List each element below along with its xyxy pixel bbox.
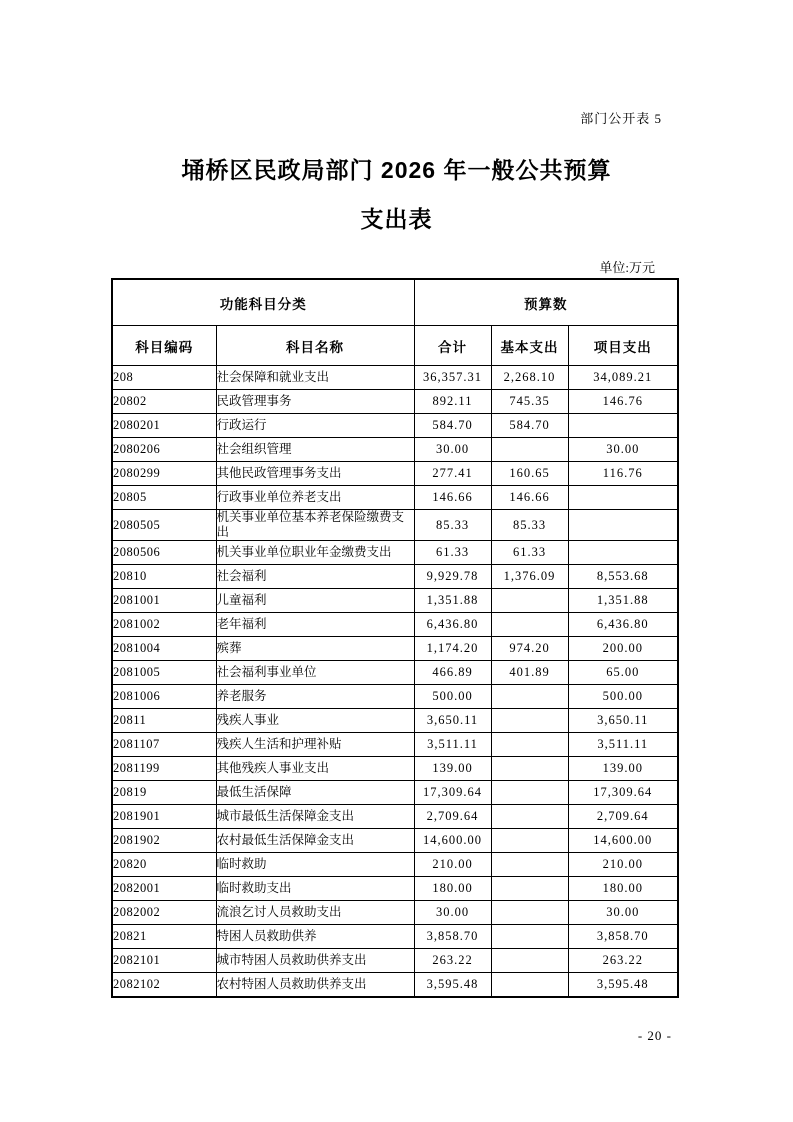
table-row <box>112 757 678 781</box>
cell-subject-code: 2081002 <box>112 613 216 637</box>
cell-total: 30.00 <box>414 438 491 462</box>
cell-subject-name: 社会保障和就业支出 <box>216 366 414 390</box>
cell-subject-code: 2081107 <box>112 733 216 757</box>
cell-basic-expenditure: 2,268.10 <box>491 366 568 390</box>
cell-basic-expenditure <box>491 901 568 925</box>
cell-project-expenditure: 1,351.88 <box>568 589 678 613</box>
cell-subject-code: 2081902 <box>112 829 216 853</box>
cell-subject-code: 2081006 <box>112 685 216 709</box>
cell-subject-code: 20802 <box>112 390 216 414</box>
cell-total: 17,309.64 <box>414 781 491 805</box>
table-row <box>112 589 678 613</box>
cell-total: 3,650.11 <box>414 709 491 733</box>
cell-project-expenditure: 14,600.00 <box>568 829 678 853</box>
page-number: - 20 - <box>637 1028 672 1043</box>
cell-subject-name: 行政运行 <box>216 414 414 438</box>
cell-project-expenditure <box>568 414 678 438</box>
table-row <box>112 486 678 510</box>
table-row <box>112 877 678 901</box>
cell-basic-expenditure <box>491 589 568 613</box>
cell-basic-expenditure <box>491 709 568 733</box>
table-row <box>112 781 678 805</box>
cell-total: 3,511.11 <box>414 733 491 757</box>
cell-project-expenditure: 6,436.80 <box>568 613 678 637</box>
cell-total: 180.00 <box>414 877 491 901</box>
cell-total: 85.33 <box>414 510 491 541</box>
cell-subject-name: 社会组织管理 <box>216 438 414 462</box>
cell-subject-code: 2081901 <box>112 805 216 829</box>
cell-project-expenditure: 116.76 <box>568 462 678 486</box>
cell-basic-expenditure: 1,376.09 <box>491 565 568 589</box>
cell-project-expenditure: 3,858.70 <box>568 925 678 949</box>
cell-basic-expenditure <box>491 757 568 781</box>
cell-basic-expenditure: 61.33 <box>491 541 568 565</box>
cell-total: 3,858.70 <box>414 925 491 949</box>
cell-basic-expenditure <box>491 685 568 709</box>
cell-basic-expenditure <box>491 781 568 805</box>
col-header-name: 科目名称 <box>216 326 414 366</box>
cell-project-expenditure: 3,650.11 <box>568 709 678 733</box>
cell-project-expenditure: 30.00 <box>568 901 678 925</box>
cell-project-expenditure <box>568 510 678 541</box>
cell-subject-code: 2080505 <box>112 510 216 541</box>
unit-note: 单位:万元 <box>599 260 655 275</box>
cell-subject-code: 2082101 <box>112 949 216 973</box>
cell-project-expenditure: 263.22 <box>568 949 678 973</box>
table-body <box>112 366 678 998</box>
table-row <box>112 565 678 589</box>
cell-subject-name: 机关事业单位基本养老保险缴费支出 <box>216 510 414 541</box>
table-row <box>112 805 678 829</box>
cell-basic-expenditure: 584.70 <box>491 414 568 438</box>
cell-total: 14,600.00 <box>414 829 491 853</box>
cell-subject-code: 2082002 <box>112 901 216 925</box>
cell-basic-expenditure <box>491 925 568 949</box>
cell-subject-code: 2081001 <box>112 589 216 613</box>
cell-total: 9,929.78 <box>414 565 491 589</box>
cell-basic-expenditure: 160.65 <box>491 462 568 486</box>
cell-subject-name: 老年福利 <box>216 613 414 637</box>
page-title-line1: 埇桥区民政局部门 2026 年一般公共预算 <box>181 157 612 183</box>
cell-subject-name: 养老服务 <box>216 685 414 709</box>
cell-project-expenditure <box>568 541 678 565</box>
cell-subject-code: 20810 <box>112 565 216 589</box>
table-row <box>112 685 678 709</box>
table-row <box>112 613 678 637</box>
cell-subject-name: 其他残疾人事业支出 <box>216 757 414 781</box>
cell-total: 139.00 <box>414 757 491 781</box>
cell-total: 263.22 <box>414 949 491 973</box>
column-header-row <box>112 326 678 366</box>
group-header-row <box>112 279 678 326</box>
cell-total: 30.00 <box>414 901 491 925</box>
cell-project-expenditure: 2,709.64 <box>568 805 678 829</box>
cell-subject-name: 社会福利 <box>216 565 414 589</box>
cell-subject-code: 2080506 <box>112 541 216 565</box>
cell-subject-code: 2081005 <box>112 661 216 685</box>
cell-basic-expenditure <box>491 829 568 853</box>
table-row <box>112 901 678 925</box>
cell-total: 500.00 <box>414 685 491 709</box>
corner-label: 部门公开表 5 <box>580 111 662 126</box>
page-title-line2: 支出表 <box>360 206 433 232</box>
table-row <box>112 853 678 877</box>
col-header-code: 科目编码 <box>112 326 216 366</box>
budget-table <box>111 278 679 998</box>
cell-project-expenditure: 3,511.11 <box>568 733 678 757</box>
cell-project-expenditure: 17,309.64 <box>568 781 678 805</box>
cell-subject-name: 城市特困人员救助供养支出 <box>216 949 414 973</box>
table-row <box>112 637 678 661</box>
group-header-function-class: 功能科目分类 <box>112 279 414 326</box>
table-row <box>112 661 678 685</box>
cell-project-expenditure: 500.00 <box>568 685 678 709</box>
table-row <box>112 414 678 438</box>
cell-subject-name: 城市最低生活保障金支出 <box>216 805 414 829</box>
cell-project-expenditure: 210.00 <box>568 853 678 877</box>
cell-project-expenditure: 3,595.48 <box>568 973 678 998</box>
cell-total: 2,709.64 <box>414 805 491 829</box>
table-row <box>112 829 678 853</box>
table-row <box>112 438 678 462</box>
table-row <box>112 925 678 949</box>
cell-subject-code: 2081199 <box>112 757 216 781</box>
cell-subject-name: 民政管理事务 <box>216 390 414 414</box>
cell-subject-code: 2080299 <box>112 462 216 486</box>
cell-total: 146.66 <box>414 486 491 510</box>
table-row <box>112 973 678 998</box>
cell-total: 892.11 <box>414 390 491 414</box>
cell-subject-name: 农村特困人员救助供养支出 <box>216 973 414 998</box>
cell-subject-name: 其他民政管理事务支出 <box>216 462 414 486</box>
cell-project-expenditure: 139.00 <box>568 757 678 781</box>
cell-basic-expenditure <box>491 877 568 901</box>
cell-subject-code: 2082102 <box>112 973 216 998</box>
cell-project-expenditure: 65.00 <box>568 661 678 685</box>
cell-basic-expenditure: 401.89 <box>491 661 568 685</box>
cell-subject-code: 2080201 <box>112 414 216 438</box>
cell-total: 466.89 <box>414 661 491 685</box>
cell-project-expenditure: 200.00 <box>568 637 678 661</box>
cell-basic-expenditure <box>491 733 568 757</box>
cell-basic-expenditure <box>491 805 568 829</box>
cell-total: 36,357.31 <box>414 366 491 390</box>
cell-basic-expenditure <box>491 949 568 973</box>
cell-total: 6,436.80 <box>414 613 491 637</box>
cell-subject-code: 2081004 <box>112 637 216 661</box>
cell-project-expenditure: 146.76 <box>568 390 678 414</box>
cell-subject-code: 2082001 <box>112 877 216 901</box>
cell-subject-code: 20805 <box>112 486 216 510</box>
col-header-total: 合计 <box>414 326 491 366</box>
table-row <box>112 390 678 414</box>
cell-subject-name: 残疾人事业 <box>216 709 414 733</box>
cell-subject-name: 殡葬 <box>216 637 414 661</box>
cell-basic-expenditure: 745.35 <box>491 390 568 414</box>
cell-basic-expenditure: 85.33 <box>491 510 568 541</box>
cell-subject-code: 208 <box>112 366 216 390</box>
cell-basic-expenditure <box>491 438 568 462</box>
table-row <box>112 709 678 733</box>
cell-basic-expenditure <box>491 853 568 877</box>
table-row <box>112 733 678 757</box>
cell-project-expenditure: 30.00 <box>568 438 678 462</box>
cell-subject-name: 临时救助支出 <box>216 877 414 901</box>
cell-project-expenditure <box>568 486 678 510</box>
cell-subject-code: 20820 <box>112 853 216 877</box>
cell-subject-name: 特困人员救助供养 <box>216 925 414 949</box>
cell-subject-name: 最低生活保障 <box>216 781 414 805</box>
cell-total: 3,595.48 <box>414 973 491 998</box>
cell-subject-code: 2080206 <box>112 438 216 462</box>
cell-project-expenditure: 34,089.21 <box>568 366 678 390</box>
cell-project-expenditure: 180.00 <box>568 877 678 901</box>
table-row <box>112 949 678 973</box>
cell-subject-name: 社会福利事业单位 <box>216 661 414 685</box>
cell-total: 584.70 <box>414 414 491 438</box>
cell-basic-expenditure <box>491 973 568 998</box>
col-header-basic: 基本支出 <box>491 326 568 366</box>
cell-subject-name: 流浪乞讨人员救助支出 <box>216 901 414 925</box>
table-header <box>112 279 678 366</box>
table-row <box>112 510 678 541</box>
cell-subject-name: 临时救助 <box>216 853 414 877</box>
cell-total: 61.33 <box>414 541 491 565</box>
cell-subject-name: 儿童福利 <box>216 589 414 613</box>
cell-subject-name: 残疾人生活和护理补贴 <box>216 733 414 757</box>
cell-project-expenditure: 8,553.68 <box>568 565 678 589</box>
cell-subject-code: 20811 <box>112 709 216 733</box>
table-row <box>112 541 678 565</box>
cell-total: 1,174.20 <box>414 637 491 661</box>
col-header-project: 项目支出 <box>568 326 678 366</box>
cell-subject-code: 20821 <box>112 925 216 949</box>
cell-basic-expenditure: 974.20 <box>491 637 568 661</box>
group-header-budget-number: 预算数 <box>414 279 678 326</box>
cell-subject-name: 机关事业单位职业年金缴费支出 <box>216 541 414 565</box>
table-row <box>112 366 678 390</box>
cell-basic-expenditure: 146.66 <box>491 486 568 510</box>
cell-total: 210.00 <box>414 853 491 877</box>
cell-basic-expenditure <box>491 613 568 637</box>
cell-subject-code: 20819 <box>112 781 216 805</box>
cell-total: 1,351.88 <box>414 589 491 613</box>
cell-total: 277.41 <box>414 462 491 486</box>
table-row <box>112 462 678 486</box>
cell-subject-name: 行政事业单位养老支出 <box>216 486 414 510</box>
cell-subject-name: 农村最低生活保障金支出 <box>216 829 414 853</box>
